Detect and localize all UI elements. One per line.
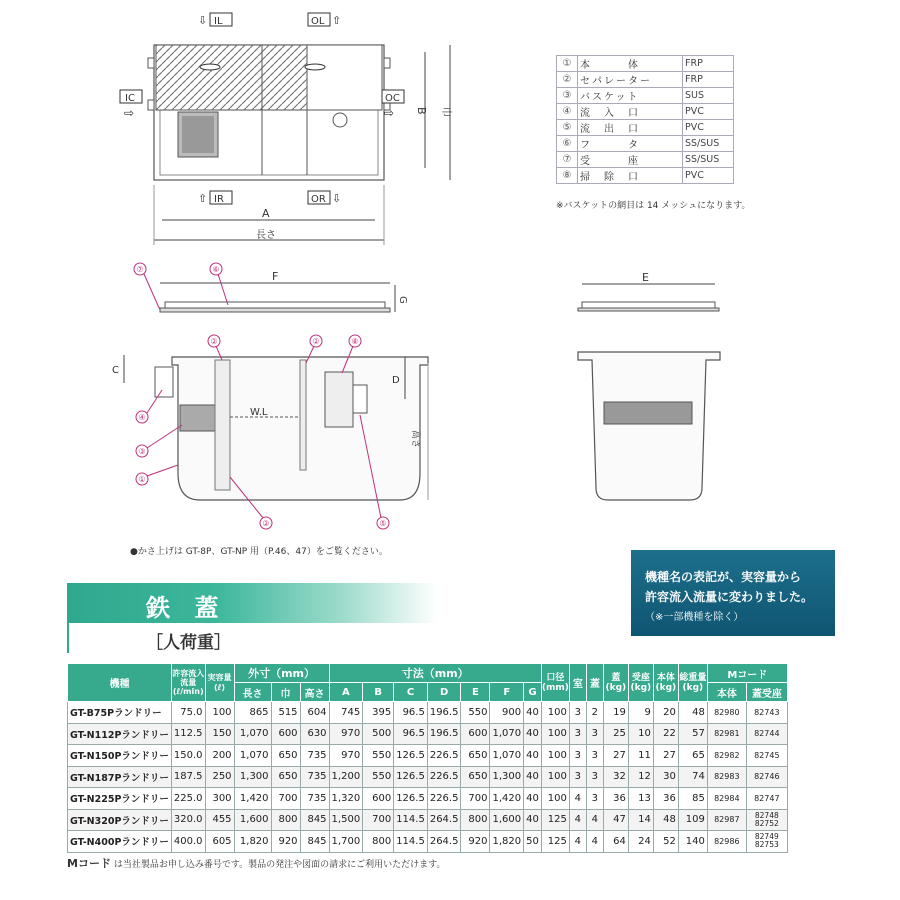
cell-m2: 82749 82753	[746, 831, 787, 853]
svg-text:G: G	[397, 296, 408, 304]
cell-pipe: 100	[541, 745, 569, 767]
cell-g: 40	[524, 766, 542, 788]
table-row	[68, 809, 788, 831]
cell-c: 96.5	[394, 723, 428, 745]
cell-c: 96.5	[394, 702, 428, 724]
cell-c: 126.5	[394, 745, 428, 767]
cell-inflow: 187.5	[171, 766, 205, 788]
svg-text:⇨: ⇨	[384, 106, 395, 120]
svg-text:⑥: ⑥	[212, 265, 220, 274]
cell-f: 1,420	[490, 788, 524, 810]
cell-hgt: 735	[300, 766, 329, 788]
table-row	[68, 745, 788, 767]
cell-wtotal: 140	[678, 831, 707, 853]
cell-m1: 82984	[707, 788, 746, 810]
cell-lids: 3	[586, 788, 603, 810]
cell-wbody: 36	[653, 788, 678, 810]
svg-text:長さ: 長さ	[256, 230, 276, 241]
lid-left	[156, 45, 262, 110]
cell-wlid: 32	[603, 766, 628, 788]
cell-f: 1,820	[490, 831, 524, 853]
material-row: ⑤ 流 出 口 PVC	[557, 120, 734, 136]
cell-wbody: 48	[653, 809, 678, 831]
cell-wtotal: 48	[678, 702, 707, 724]
cell-e: 550	[461, 702, 490, 724]
cell-d: 264.5	[427, 809, 461, 831]
table-row	[68, 766, 788, 788]
svg-text:④: ④	[138, 413, 146, 422]
cell-e: 650	[461, 766, 490, 788]
svg-text:⇧: ⇧	[198, 192, 208, 205]
section-title: 鉄 蓋	[146, 594, 227, 622]
banner-line1: 機種名の表記が、実容量から	[645, 570, 802, 584]
svg-text:⇧: ⇧	[332, 14, 342, 27]
cell-m2: 82744	[746, 723, 787, 745]
svg-text:E: E	[642, 271, 649, 284]
flow-label-ol	[308, 13, 341, 27]
cell-d: 196.5	[427, 723, 461, 745]
svg-text:②: ②	[210, 337, 218, 346]
header-w-total: 総重量 (kg)	[678, 664, 707, 702]
flow-label-or	[308, 191, 341, 205]
svg-text:C: C	[112, 365, 119, 376]
cell-wbody: 30	[653, 766, 678, 788]
header-rooms: 室	[569, 664, 586, 702]
cell-wseat: 11	[628, 745, 653, 767]
cell-f: 1,300	[490, 766, 524, 788]
header-dims: 寸法（mm）	[329, 664, 541, 683]
cell-lids: 3	[586, 723, 603, 745]
cell-e: 700	[461, 788, 490, 810]
cell-a: 1,500	[329, 809, 363, 831]
cell-cap: 300	[205, 788, 234, 810]
cell-wseat: 13	[628, 788, 653, 810]
spec-table: 機種 許容流入流量 (ℓ/min) 実容量 (ℓ) 外寸（mm） 寸法（mm） 口径 (mm) 室 蓋 蓋 (kg) 受座 (kg) 本体 (kg) 総重量 (kg) Mコード 長さ 巾 高さ A B C D E F G 本体 蓋受座 GT-B75Pランドリー 75.0 100 865 515 604 745 395 96.5 196.5 550 900 40 100 3 2 19 9 20 48 82980 82743 GT-N112Pランドリー 112.5 150 1,070 600 630 970 500 96.5 196.5 600 1,070 40 100 3 3 25 10 22 57 82981 82744 GT-N150Pランドリー 150.0 200 1,070 650 735 970 550 126.5 226.5 650 1,070 40 100 3 3 27 11 27 65 82982 82745 GT-N187Pランドリー 187.5 250 1,300 650 735 1,200 550 126.5 226.5 650 1,300 40 100 3 3 32 12 30 74 82983 82746 GT-N225Pランドリー 225.0 300 1,420 700 735 1,320 600 126.5 226.5 700 1,420 40 100 4 3 36 13 36 85 82984 82747 GT-N320Pランドリー 320.0 455 1,600 800 845 1,500 700 114.5 264.5 800 1,600 40 125 4 4 47 14 48 109 82987 82748 82752 GT-N400Pランドリー 400.0 605 1,820 920 845 1,700 800 114.5 264.5 920 1,820 50 125 4 4 64 24 52 140 82986 82749 82753	[67, 663, 788, 853]
cell-wtotal: 85	[678, 788, 707, 810]
cell-model: GT-N320Pランドリー	[68, 809, 172, 831]
cell-e: 650	[461, 745, 490, 767]
cell-inflow: 150.0	[171, 745, 205, 767]
svg-text:③: ③	[138, 447, 146, 456]
cell-m1: 82981	[707, 723, 746, 745]
header-lids: 蓋	[586, 664, 603, 702]
svg-text:⇨: ⇨	[124, 106, 135, 120]
cell-a: 745	[329, 702, 363, 724]
cell-g: 50	[524, 831, 542, 853]
cell-wbody: 22	[653, 723, 678, 745]
table-row	[68, 831, 788, 853]
cell-wseat: 9	[628, 702, 653, 724]
svg-text:D: D	[392, 375, 400, 386]
mcode-logo: Mコード	[67, 857, 111, 870]
cell-wseat: 14	[628, 809, 653, 831]
cell-pipe: 100	[541, 723, 569, 745]
svg-text:OC: OC	[385, 93, 400, 104]
cell-pipe: 125	[541, 809, 569, 831]
table-row	[68, 702, 788, 724]
cell-rooms: 3	[569, 766, 586, 788]
svg-text:F: F	[272, 270, 279, 283]
cell-lids: 4	[586, 831, 603, 853]
cell-c: 126.5	[394, 788, 428, 810]
cell-m2: 82745	[746, 745, 787, 767]
cell-rooms: 3	[569, 723, 586, 745]
svg-text:B: B	[415, 107, 428, 115]
cell-f: 1,070	[490, 723, 524, 745]
cell-rooms: 4	[569, 809, 586, 831]
cell-len: 1,820	[234, 831, 271, 853]
header-pipe: 口径 (mm)	[541, 664, 569, 702]
cell-wid: 920	[271, 831, 300, 853]
raise-note: ●かさ上げは GT-8P、GT-NP 用（P.46、47）をご覧ください。	[130, 547, 388, 557]
top-view-drawing	[110, 0, 470, 250]
svg-text:OR: OR	[311, 194, 326, 205]
cell-m1: 82982	[707, 745, 746, 767]
section-bar	[67, 583, 437, 623]
cell-hgt: 845	[300, 809, 329, 831]
cell-g: 40	[524, 745, 542, 767]
cell-wtotal: 65	[678, 745, 707, 767]
cell-pipe: 100	[541, 766, 569, 788]
cell-g: 40	[524, 723, 542, 745]
cell-b: 700	[363, 809, 394, 831]
header-inflow: 許容流入流量 (ℓ/min)	[171, 664, 205, 702]
cell-rooms: 4	[569, 788, 586, 810]
svg-text:A: A	[262, 207, 270, 220]
cell-c: 126.5	[394, 766, 428, 788]
svg-text:IR: IR	[214, 194, 224, 205]
basket-mesh-note: ※バスケットの網目は 14 メッシュになります。	[556, 201, 751, 211]
header-w-seat: 受座 (kg)	[628, 664, 653, 702]
cell-model: GT-N150Pランドリー	[68, 745, 172, 767]
cell-b: 550	[363, 766, 394, 788]
cell-wlid: 27	[603, 745, 628, 767]
cell-model: GT-N112Pランドリー	[68, 723, 172, 745]
banner-line2: 許容流入流量に変わりました。	[645, 590, 814, 604]
cell-inflow: 400.0	[171, 831, 205, 853]
cell-cap: 605	[205, 831, 234, 853]
cell-wtotal: 57	[678, 723, 707, 745]
cell-wseat: 12	[628, 766, 653, 788]
cell-wtotal: 74	[678, 766, 707, 788]
header-model: 機種	[68, 664, 172, 702]
cell-d: 226.5	[427, 745, 461, 767]
header-capacity: 実容量 (ℓ)	[205, 664, 234, 702]
cell-rooms: 3	[569, 745, 586, 767]
table-row	[68, 723, 788, 745]
cell-cap: 250	[205, 766, 234, 788]
svg-text:⑧: ⑧	[351, 337, 359, 346]
cell-wlid: 64	[603, 831, 628, 853]
section-divider	[67, 623, 69, 653]
cell-cap: 100	[205, 702, 234, 724]
banner-line3: （※一部機種を除く）	[645, 612, 744, 623]
svg-text:巾: 巾	[440, 107, 451, 117]
cell-a: 1,700	[329, 831, 363, 853]
cell-rooms: 4	[569, 831, 586, 853]
material-row: ① 本 体 FRP	[557, 56, 734, 72]
cell-cap: 150	[205, 723, 234, 745]
material-row: ② セパレーター FRP	[557, 72, 734, 88]
cell-pipe: 125	[541, 831, 569, 853]
cell-lids: 3	[586, 745, 603, 767]
flow-label-ir	[198, 191, 232, 205]
cell-inflow: 112.5	[171, 723, 205, 745]
svg-text:OL: OL	[311, 16, 325, 27]
cell-f: 1,600	[490, 809, 524, 831]
cell-e: 920	[461, 831, 490, 853]
notice-banner	[631, 550, 835, 636]
cell-f: 900	[490, 702, 524, 724]
cell-c: 114.5	[394, 831, 428, 853]
flow-label-ic	[120, 90, 142, 120]
end-view-drawing	[570, 268, 730, 508]
cell-pipe: 100	[541, 788, 569, 810]
material-row: ⑦ 受 座 SS/SUS	[557, 152, 734, 168]
cell-wbody: 20	[653, 702, 678, 724]
cell-a: 1,200	[329, 766, 363, 788]
material-row: ⑥ フ タ SS/SUS	[557, 136, 734, 152]
svg-text:IL: IL	[214, 16, 223, 27]
cell-wlid: 36	[603, 788, 628, 810]
cell-lids: 4	[586, 809, 603, 831]
cell-wid: 700	[271, 788, 300, 810]
cell-g: 40	[524, 788, 542, 810]
cell-wid: 600	[271, 723, 300, 745]
cell-model: GT-N187Pランドリー	[68, 766, 172, 788]
svg-text:⇩: ⇩	[332, 192, 342, 205]
cell-d: 264.5	[427, 831, 461, 853]
cell-model: GT-B75Pランドリー	[68, 702, 172, 724]
cell-wbody: 27	[653, 745, 678, 767]
cell-e: 600	[461, 723, 490, 745]
material-row: ③ バスケット SUS	[557, 88, 734, 104]
cell-len: 1,070	[234, 745, 271, 767]
cell-a: 970	[329, 745, 363, 767]
cell-inflow: 225.0	[171, 788, 205, 810]
cell-a: 1,320	[329, 788, 363, 810]
cell-lids: 3	[586, 766, 603, 788]
cell-model: GT-N400Pランドリー	[68, 831, 172, 853]
svg-text:①: ①	[138, 475, 146, 484]
cell-b: 800	[363, 831, 394, 853]
cell-inflow: 75.0	[171, 702, 205, 724]
cell-hgt: 735	[300, 788, 329, 810]
cell-d: 226.5	[427, 788, 461, 810]
svg-text:②: ②	[262, 519, 270, 528]
cell-wid: 800	[271, 809, 300, 831]
svg-text:IC: IC	[125, 93, 135, 104]
header-outer: 外寸（mm）	[234, 664, 329, 683]
flow-label-il	[198, 13, 232, 27]
mcode-note-text: は当社製品お申し込み番号です。製品の発注や図面の請求にご利用いただけます。	[113, 860, 446, 870]
cell-len: 1,600	[234, 809, 271, 831]
header-mcode: Mコード	[707, 664, 787, 683]
cell-pipe: 100	[541, 702, 569, 724]
cell-m1: 82980	[707, 702, 746, 724]
cell-rooms: 3	[569, 702, 586, 724]
material-row: ④ 流 入 口 PVC	[557, 104, 734, 120]
material-row: ⑧ 掃 除 口 PVC	[557, 168, 734, 184]
section-subtitle: ［人荷重］	[146, 633, 231, 653]
cell-wseat: 24	[628, 831, 653, 853]
cell-f: 1,070	[490, 745, 524, 767]
materials-table	[556, 55, 734, 184]
header-w-body: 本体 (kg)	[653, 664, 678, 702]
side-view-drawing	[110, 255, 460, 540]
cell-model: GT-N225Pランドリー	[68, 788, 172, 810]
cell-len: 865	[234, 702, 271, 724]
cell-wseat: 10	[628, 723, 653, 745]
cell-len: 1,420	[234, 788, 271, 810]
cell-cap: 455	[205, 809, 234, 831]
cell-a: 970	[329, 723, 363, 745]
cell-hgt: 604	[300, 702, 329, 724]
cell-m2: 82743	[746, 702, 787, 724]
cell-m1: 82987	[707, 809, 746, 831]
cell-wid: 515	[271, 702, 300, 724]
cell-wbody: 52	[653, 831, 678, 853]
cell-len: 1,300	[234, 766, 271, 788]
cell-wid: 650	[271, 766, 300, 788]
svg-text:⑤: ⑤	[379, 519, 387, 528]
svg-text:②: ②	[312, 337, 320, 346]
cell-g: 40	[524, 702, 542, 724]
cell-e: 800	[461, 809, 490, 831]
cell-g: 40	[524, 809, 542, 831]
cell-b: 395	[363, 702, 394, 724]
cell-c: 114.5	[394, 809, 428, 831]
cell-b: 550	[363, 745, 394, 767]
cell-d: 226.5	[427, 766, 461, 788]
cell-hgt: 630	[300, 723, 329, 745]
cell-m1: 82983	[707, 766, 746, 788]
cell-inflow: 320.0	[171, 809, 205, 831]
cell-hgt: 735	[300, 745, 329, 767]
cell-b: 500	[363, 723, 394, 745]
cell-wid: 650	[271, 745, 300, 767]
cell-cap: 200	[205, 745, 234, 767]
cell-d: 196.5	[427, 702, 461, 724]
cell-m1: 82986	[707, 831, 746, 853]
svg-text:W.L: W.L	[250, 407, 268, 418]
cell-hgt: 845	[300, 831, 329, 853]
cell-wtotal: 109	[678, 809, 707, 831]
mcode-footnote	[67, 855, 445, 871]
cell-b: 600	[363, 788, 394, 810]
cell-lids: 2	[586, 702, 603, 724]
table-row	[68, 788, 788, 810]
cell-wlid: 25	[603, 723, 628, 745]
svg-text:高さ: 高さ	[410, 430, 420, 449]
cell-len: 1,070	[234, 723, 271, 745]
svg-text:⑦: ⑦	[136, 265, 144, 274]
cell-m2: 82747	[746, 788, 787, 810]
cell-m2: 82748 82752	[746, 809, 787, 831]
cell-m2: 82746	[746, 766, 787, 788]
header-w-lid: 蓋 (kg)	[603, 664, 628, 702]
svg-text:⇩: ⇩	[198, 14, 208, 27]
cell-wlid: 19	[603, 702, 628, 724]
cell-wlid: 47	[603, 809, 628, 831]
